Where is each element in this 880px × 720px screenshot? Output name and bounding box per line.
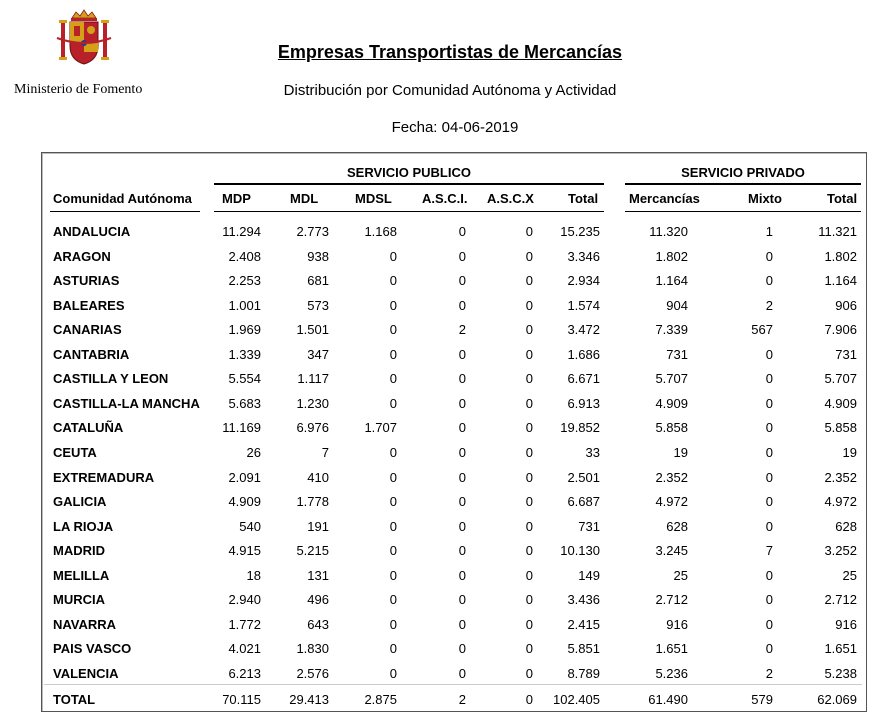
cell-mdsl: 0 <box>389 568 397 583</box>
cell-total-privado: 4.909 <box>824 396 857 411</box>
cell-ascx: 0 <box>525 519 533 534</box>
cell-mdp: 4.915 <box>228 543 261 558</box>
cell-mdl: 643 <box>307 617 329 632</box>
cell-mixto: 1 <box>765 224 773 239</box>
cell-name: TOTAL <box>53 692 96 707</box>
header-rule-privado <box>625 211 861 212</box>
cell-mdsl: 0 <box>389 249 397 264</box>
cell-total-privado: 19 <box>842 445 857 460</box>
cell-mdl: 7 <box>321 445 329 460</box>
cell-total-publico: 2.501 <box>567 470 600 485</box>
cell-mixto: 0 <box>765 371 773 386</box>
cell-total-publico: 6.913 <box>567 396 600 411</box>
page-subtitle: Distribución por Comunidad Autónoma y Actividad <box>283 82 617 99</box>
cell-mdsl: 0 <box>389 445 397 460</box>
cell-asci: 0 <box>458 396 466 411</box>
cell-name: ANDALUCIA <box>53 224 131 239</box>
cell-mdsl: 0 <box>389 592 397 607</box>
cell-name: NAVARRA <box>53 617 117 632</box>
cell-mixto: 0 <box>765 396 773 411</box>
cell-total-privado: 1.802 <box>824 249 857 264</box>
cell-mdp: 1.001 <box>228 298 261 313</box>
cell-asci: 2 <box>458 692 466 707</box>
cell-ascx: 0 <box>525 249 533 264</box>
cell-mdl: 496 <box>307 592 329 607</box>
cell-mdp: 2.408 <box>228 249 261 264</box>
cell-ascx: 0 <box>525 494 533 509</box>
cell-mdp: 11.294 <box>222 224 261 239</box>
cell-mixto: 0 <box>765 470 773 485</box>
cell-mdsl: 0 <box>389 519 397 534</box>
cell-ascx: 0 <box>525 543 533 558</box>
cell-ascx: 0 <box>525 273 533 288</box>
cell-name: CANTABRIA <box>53 347 130 362</box>
cell-mercancias: 61.490 <box>648 692 688 707</box>
cell-mdsl: 1.168 <box>364 224 397 239</box>
col-header-mercancias: Mercancías <box>629 191 700 206</box>
table-row <box>0 541 880 561</box>
cell-mixto: 0 <box>765 445 773 460</box>
cell-mercancias: 7.339 <box>655 322 688 337</box>
cell-total-privado: 906 <box>835 298 857 313</box>
cell-mdl: 347 <box>307 347 329 362</box>
cell-mdp: 2.940 <box>228 592 261 607</box>
cell-total-publico: 1.574 <box>567 298 600 313</box>
cell-total-publico: 731 <box>578 519 600 534</box>
table-row <box>0 418 880 438</box>
cell-mercancias: 4.972 <box>655 494 688 509</box>
cell-total-publico: 19.852 <box>560 420 600 435</box>
cell-mdsl: 0 <box>389 347 397 362</box>
cell-mdl: 131 <box>307 568 329 583</box>
cell-ascx: 0 <box>525 396 533 411</box>
cell-mercancias: 628 <box>666 519 688 534</box>
cell-total-privado: 7.906 <box>824 322 857 337</box>
cell-asci: 0 <box>458 470 466 485</box>
col-header-ascx: A.S.C.X <box>487 191 534 206</box>
table-row <box>0 492 880 512</box>
cell-name: ASTURIAS <box>53 273 120 288</box>
cell-mercancias: 731 <box>666 347 688 362</box>
cell-total-privado: 5.858 <box>824 420 857 435</box>
table-row <box>0 345 880 365</box>
cell-mercancias: 1.164 <box>655 273 688 288</box>
cell-mdl: 29.413 <box>289 692 329 707</box>
cell-ascx: 0 <box>525 322 533 337</box>
cell-name: ARAGON <box>53 249 111 264</box>
col-header-mdp: MDP <box>222 191 251 206</box>
cell-asci: 0 <box>458 568 466 583</box>
cell-mixto: 0 <box>765 592 773 607</box>
col-header-total-publico: Total <box>568 191 599 206</box>
col-header-mdl: MDL <box>290 191 319 206</box>
cell-mixto: 567 <box>751 322 773 337</box>
cell-mdsl: 0 <box>389 494 397 509</box>
cell-name: GALICIA <box>53 494 107 509</box>
cell-name: LA RIOJA <box>53 519 114 534</box>
cell-ascx: 0 <box>525 568 533 583</box>
cell-asci: 0 <box>458 298 466 313</box>
cell-asci: 2 <box>458 322 466 337</box>
cell-total-publico: 15.235 <box>560 224 600 239</box>
group-servicio-privado: SERVICIO PRIVADO <box>681 165 805 180</box>
cell-total-publico: 3.346 <box>567 249 600 264</box>
cell-mdl: 1.501 <box>296 322 329 337</box>
cell-name: CEUTA <box>53 445 97 460</box>
group-privado-rule <box>625 183 861 185</box>
cell-mixto: 2 <box>765 298 773 313</box>
cell-mdp: 70.115 <box>222 692 261 707</box>
table-row <box>0 394 880 414</box>
cell-total-privado: 4.972 <box>824 494 857 509</box>
table-row <box>0 468 880 488</box>
cell-mdl: 6.976 <box>296 420 329 435</box>
cell-asci: 0 <box>458 347 466 362</box>
cell-total-privado: 731 <box>835 347 857 362</box>
total-row <box>0 690 880 710</box>
cell-ascx: 0 <box>525 641 533 656</box>
cell-mdl: 681 <box>307 273 329 288</box>
col-header-total-privado: Total <box>827 191 858 206</box>
col-header-asci: A.S.C.I. <box>422 191 468 206</box>
header-rule-publico <box>214 211 604 212</box>
cell-name: CASTILLA-LA MANCHA <box>53 396 200 411</box>
cell-mdsl: 0 <box>389 298 397 313</box>
cell-ascx: 0 <box>525 692 533 707</box>
cell-mercancias: 2.712 <box>655 592 688 607</box>
cell-mdsl: 0 <box>389 273 397 288</box>
cell-mdsl: 0 <box>389 322 397 337</box>
cell-total-publico: 33 <box>585 445 600 460</box>
cell-total-privado: 916 <box>835 617 857 632</box>
cell-name: BALEARES <box>53 298 125 313</box>
cell-mercancias: 916 <box>666 617 688 632</box>
table-row <box>0 222 880 242</box>
cell-mdsl: 0 <box>389 617 397 632</box>
cell-mdp: 11.169 <box>222 420 261 435</box>
cell-total-privado: 5.707 <box>824 371 857 386</box>
table-row <box>0 590 880 610</box>
cell-mdl: 1.778 <box>296 494 329 509</box>
cell-name: VALENCIA <box>53 666 119 681</box>
cell-ascx: 0 <box>525 470 533 485</box>
cell-mdsl: 0 <box>389 371 397 386</box>
cell-asci: 0 <box>458 519 466 534</box>
col-header-mixto: Mixto <box>748 191 782 206</box>
ministry-name: Ministerio de Fomento <box>14 82 143 97</box>
cell-total-publico: 6.671 <box>567 371 600 386</box>
cell-ascx: 0 <box>525 347 533 362</box>
cell-mdp: 1.969 <box>228 322 261 337</box>
cell-mdl: 1.830 <box>296 641 329 656</box>
cell-mixto: 7 <box>765 543 773 558</box>
cell-total-publico: 149 <box>578 568 600 583</box>
cell-mdp: 540 <box>239 519 261 534</box>
report-date: Fecha: 04-06-2019 <box>391 119 519 136</box>
cell-total-privado: 1.651 <box>824 641 857 656</box>
cell-mdp: 1.339 <box>228 347 261 362</box>
cell-mercancias: 5.236 <box>655 666 688 681</box>
col-header-comunidad: Comunidad Autónoma <box>53 191 192 206</box>
cell-mdp: 18 <box>246 568 261 583</box>
cell-mixto: 0 <box>765 249 773 264</box>
cell-mdsl: 0 <box>389 543 397 558</box>
cell-ascx: 0 <box>525 298 533 313</box>
cell-total-publico: 5.851 <box>567 641 600 656</box>
cell-mercancias: 19 <box>673 445 688 460</box>
cell-asci: 0 <box>458 273 466 288</box>
cell-total-publico: 8.789 <box>567 666 600 681</box>
cell-mdp: 2.091 <box>228 470 261 485</box>
cell-total-privado: 11.321 <box>818 224 857 239</box>
cell-ascx: 0 <box>525 592 533 607</box>
cell-total-privado: 2.352 <box>824 470 857 485</box>
cell-mdl: 2.576 <box>296 666 329 681</box>
cell-mdp: 5.554 <box>228 371 261 386</box>
cell-asci: 0 <box>458 445 466 460</box>
cell-mdl: 2.773 <box>296 224 329 239</box>
page-title: Empresas Transportistas de Mercancías <box>277 42 623 62</box>
cell-mixto: 0 <box>765 273 773 288</box>
cell-asci: 0 <box>458 592 466 607</box>
cell-total-privado: 628 <box>835 519 857 534</box>
cell-mdl: 573 <box>307 298 329 313</box>
cell-mdl: 191 <box>307 519 329 534</box>
cell-mdp: 2.253 <box>228 273 261 288</box>
cell-name: MELILLA <box>53 568 110 583</box>
cell-mixto: 0 <box>765 519 773 534</box>
cell-mdsl: 0 <box>389 396 397 411</box>
cell-asci: 0 <box>458 494 466 509</box>
group-servicio-publico: SERVICIO PUBLICO <box>346 165 471 180</box>
cell-mercancias: 5.858 <box>655 420 688 435</box>
cell-ascx: 0 <box>525 420 533 435</box>
table-row <box>0 517 880 537</box>
cell-mixto: 2 <box>765 666 773 681</box>
cell-mdsl: 2.875 <box>364 692 397 707</box>
cell-asci: 0 <box>458 543 466 558</box>
cell-mdl: 1.117 <box>297 371 329 386</box>
group-publico-rule <box>214 183 604 185</box>
cell-asci: 0 <box>458 617 466 632</box>
header-rule-comunidad <box>50 211 200 212</box>
cell-name: PAIS VASCO <box>53 641 132 656</box>
cell-asci: 0 <box>458 224 466 239</box>
table-row <box>0 320 880 340</box>
cell-name: CANARIAS <box>53 322 122 337</box>
cell-mdp: 4.909 <box>228 494 261 509</box>
cell-asci: 0 <box>458 420 466 435</box>
cell-mercancias: 904 <box>666 298 688 313</box>
table-row <box>0 247 880 267</box>
cell-mercancias: 1.802 <box>655 249 688 264</box>
table-row <box>0 443 880 463</box>
cell-mercancias: 1.651 <box>655 641 688 656</box>
cell-total-publico: 2.934 <box>567 273 600 288</box>
cell-mixto: 0 <box>765 617 773 632</box>
cell-total-privado: 25 <box>842 568 857 583</box>
cell-mercancias: 3.245 <box>655 543 688 558</box>
cell-name: MADRID <box>53 543 105 558</box>
cell-total-privado: 2.712 <box>824 592 857 607</box>
table-row <box>0 639 880 659</box>
cell-mdp: 1.772 <box>228 617 261 632</box>
table-row <box>0 369 880 389</box>
cell-ascx: 0 <box>525 445 533 460</box>
cell-mercancias: 5.707 <box>655 371 688 386</box>
cell-total-publico: 10.130 <box>560 543 600 558</box>
cell-mdp: 4.021 <box>228 641 261 656</box>
cell-total-publico: 1.686 <box>567 347 600 362</box>
cell-mixto: 579 <box>751 692 773 707</box>
cell-total-privado: 5.238 <box>824 666 857 681</box>
cell-mixto: 0 <box>765 494 773 509</box>
cell-name: MURCIA <box>53 592 105 607</box>
cell-total-publico: 102.405 <box>553 692 600 707</box>
cell-total-privado: 1.164 <box>824 273 857 288</box>
cell-total-publico: 6.687 <box>567 494 600 509</box>
cell-mdl: 1.230 <box>296 396 329 411</box>
cell-mercancias: 2.352 <box>655 470 688 485</box>
cell-total-privado: 3.252 <box>824 543 857 558</box>
cell-mdsl: 0 <box>389 470 397 485</box>
cell-ascx: 0 <box>525 617 533 632</box>
table-row <box>0 271 880 291</box>
cell-total-publico: 2.415 <box>567 617 600 632</box>
cell-mdl: 938 <box>307 249 329 264</box>
cell-mdp: 5.683 <box>228 396 261 411</box>
cell-asci: 0 <box>458 249 466 264</box>
table-row <box>0 664 880 684</box>
cell-total-publico: 3.436 <box>567 592 600 607</box>
cell-name: CATALUÑA <box>53 420 124 435</box>
cell-total-publico: 3.472 <box>567 322 600 337</box>
cell-ascx: 0 <box>525 224 533 239</box>
cell-ascx: 0 <box>525 666 533 681</box>
total-separator <box>44 684 862 685</box>
cell-mixto: 0 <box>765 420 773 435</box>
cell-mixto: 0 <box>765 641 773 656</box>
cell-asci: 0 <box>458 641 466 656</box>
cell-mdp: 6.213 <box>228 666 261 681</box>
table-row <box>0 566 880 586</box>
cell-name: CASTILLA Y LEON <box>53 371 169 386</box>
col-header-mdsl: MDSL <box>355 191 392 206</box>
cell-asci: 0 <box>458 666 466 681</box>
cell-asci: 0 <box>458 371 466 386</box>
cell-total-privado: 62.069 <box>817 692 857 707</box>
cell-mdsl: 0 <box>389 666 397 681</box>
table-row <box>0 296 880 316</box>
cell-mdsl: 0 <box>389 641 397 656</box>
cell-mdl: 410 <box>307 470 329 485</box>
cell-mdp: 26 <box>246 445 261 460</box>
table-row <box>0 615 880 635</box>
cell-mdl: 5.215 <box>296 543 329 558</box>
cell-mixto: 0 <box>765 568 773 583</box>
cell-mercancias: 11.320 <box>649 224 688 239</box>
cell-mercancias: 25 <box>673 568 688 583</box>
cell-mdsl: 1.707 <box>364 420 397 435</box>
cell-name: EXTREMADURA <box>53 470 155 485</box>
cell-mixto: 0 <box>765 347 773 362</box>
cell-mercancias: 4.909 <box>655 396 688 411</box>
cell-ascx: 0 <box>525 371 533 386</box>
